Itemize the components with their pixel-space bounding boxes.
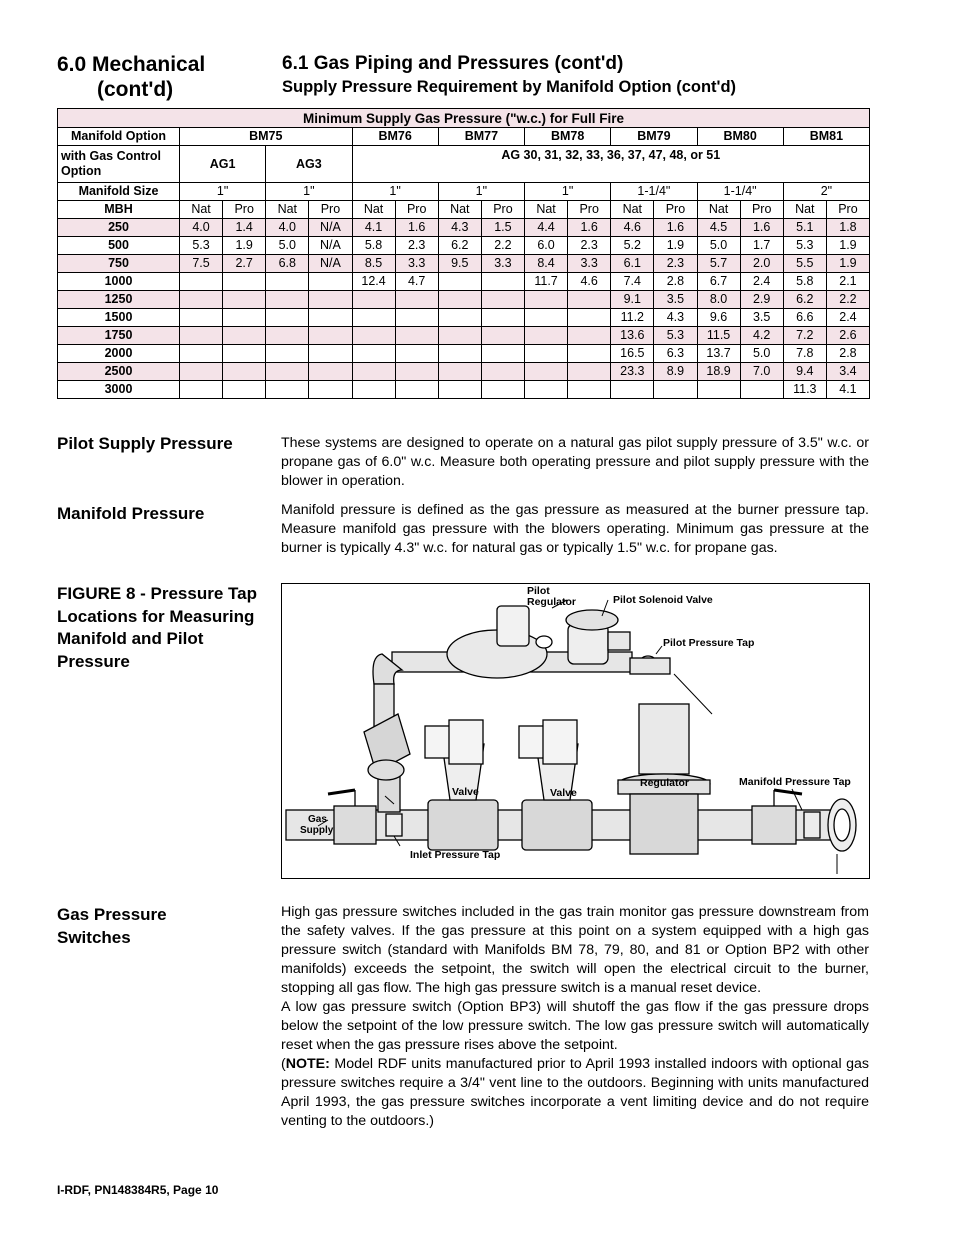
fuel-header: Pro	[309, 201, 352, 219]
size-cell: 1"	[352, 183, 438, 201]
pressure-cell: 5.3	[180, 237, 223, 255]
label-valve-2: Valve	[550, 787, 577, 799]
pressure-cell	[438, 363, 481, 381]
pressure-cell	[223, 345, 266, 363]
pressure-cell	[395, 381, 438, 399]
pressure-cell: 4.1	[826, 381, 869, 399]
pressure-cell	[481, 345, 524, 363]
fuel-header: Pro	[481, 201, 524, 219]
table-caption: Minimum Supply Gas Pressure ("w.c.) for Full Fire	[58, 109, 870, 128]
pressure-cell: 4.0	[180, 219, 223, 237]
manifold-pressure-text	[281, 501, 869, 558]
pressure-cell: 5.0	[266, 237, 309, 255]
pressure-cell	[395, 345, 438, 363]
subsection-title: 6.1 Gas Piping and Pressures (cont'd)	[282, 53, 624, 74]
pressure-cell: 2.6	[826, 327, 869, 345]
pressure-cell	[525, 363, 568, 381]
fuel-header-row	[58, 201, 870, 219]
pressure-cell	[525, 291, 568, 309]
pressure-cell	[438, 345, 481, 363]
pressure-cell	[525, 327, 568, 345]
pressure-cell	[266, 291, 309, 309]
pressure-cell: 23.3	[611, 363, 654, 381]
fuel-header: Nat	[525, 201, 568, 219]
figure-pressure-taps	[281, 583, 870, 879]
pressure-cell	[740, 381, 783, 399]
size-cell: 1-1/4"	[611, 183, 697, 201]
fuel-header: Nat	[352, 201, 395, 219]
fuel-header: Nat	[180, 201, 223, 219]
switches-note: (NOTE: Model RDF units manufactured prior to April 1993 installed indoors with optional gas pressure switches require a 3/4" vent line to the outdoors. Beginning with units manufactured April 1993, the gas pressure switches incorporate a vent limiting device and do not require venting to the outdoors.)	[281, 1056, 869, 1129]
size-cell: 1"	[180, 183, 266, 201]
pressure-cell: 18.9	[697, 363, 740, 381]
pressure-cell	[180, 273, 223, 291]
pressure-cell	[309, 273, 352, 291]
pressure-cell	[568, 291, 611, 309]
pilot-supply-paragraph: These systems are designed to operate on a natural gas pilot supply pressure of 3.5" w.c. or propane gas of 6.0" w.c. Measure both operating pressure and pilot supply pressure with the blower in operation.	[281, 435, 869, 489]
pressure-cell: 2.8	[654, 273, 697, 291]
pressure-cell	[568, 381, 611, 399]
pressure-cell: 4.6	[611, 219, 654, 237]
pressure-cell	[568, 327, 611, 345]
section-title-line2: (cont'd)	[97, 78, 174, 101]
pressure-cell	[309, 291, 352, 309]
pressure-cell: 3.5	[654, 291, 697, 309]
pressure-cell	[180, 309, 223, 327]
manifold-header: BM76	[352, 128, 438, 146]
pressure-cell	[568, 309, 611, 327]
pressure-cell: 11.5	[697, 327, 740, 345]
mbh-cell: 1750	[58, 327, 180, 345]
pressure-cell: 2.0	[740, 255, 783, 273]
fuel-header: Pro	[826, 201, 869, 219]
pressure-cell: 1.9	[223, 237, 266, 255]
label-pilot-solenoid-valve: Pilot Solenoid Valve	[613, 594, 713, 606]
label-pilot-pressure-tap: Pilot Pressure Tap	[663, 637, 755, 649]
pressure-cell	[223, 327, 266, 345]
pressure-cell	[266, 327, 309, 345]
pressure-cell: N/A	[309, 237, 352, 255]
pressure-cell: 3.3	[568, 255, 611, 273]
pressure-cell: 5.3	[654, 327, 697, 345]
pressure-cell: 1.6	[568, 219, 611, 237]
pressure-cell: 5.5	[783, 255, 826, 273]
mbh-cell: 500	[58, 237, 180, 255]
pressure-cell	[395, 363, 438, 381]
pressure-cell	[568, 363, 611, 381]
pressure-cell	[481, 273, 524, 291]
pilot-supply-text	[281, 434, 869, 491]
pressure-cell: 11.7	[525, 273, 568, 291]
pressure-cell: 5.1	[783, 219, 826, 237]
pressure-cell: 5.0	[740, 345, 783, 363]
gas-pressure-switches-text	[281, 903, 869, 1131]
table-row	[58, 219, 870, 237]
pressure-cell: 9.1	[611, 291, 654, 309]
pressure-cell: 7.8	[783, 345, 826, 363]
fuel-header: Nat	[697, 201, 740, 219]
fuel-header: Pro	[740, 201, 783, 219]
pressure-cell: 5.8	[783, 273, 826, 291]
pressure-cell: 12.4	[352, 273, 395, 291]
pilot-supply-heading: Pilot Supply Pressure	[57, 434, 233, 453]
pressure-cell: 4.0	[266, 219, 309, 237]
pressure-cell: 1.9	[654, 237, 697, 255]
manifold-row	[58, 128, 870, 146]
pressure-cell	[223, 291, 266, 309]
pressure-cell: 5.3	[783, 237, 826, 255]
subsection-subheading: Supply Pressure Requirement by Manifold Option (cont'd)	[282, 78, 737, 96]
pressure-cell	[309, 363, 352, 381]
pressure-cell	[352, 327, 395, 345]
pressure-cell: 4.2	[740, 327, 783, 345]
pressure-cell	[180, 363, 223, 381]
pressure-cell: 4.6	[568, 273, 611, 291]
pressure-cell: 4.7	[395, 273, 438, 291]
pressure-cell: 1.5	[481, 219, 524, 237]
mbh-label: MBH	[58, 201, 180, 219]
pressure-cell	[654, 381, 697, 399]
pressure-cell: 3.4	[826, 363, 869, 381]
pressure-cell: 2.3	[395, 237, 438, 255]
table-row	[58, 309, 870, 327]
table-row	[58, 273, 870, 291]
pressure-cell: 2.4	[740, 273, 783, 291]
fuel-header: Pro	[223, 201, 266, 219]
pressure-cell	[352, 309, 395, 327]
pressure-cell	[266, 273, 309, 291]
pressure-cell: 9.6	[697, 309, 740, 327]
table-row	[58, 381, 870, 399]
pressure-cell	[180, 291, 223, 309]
page-footer: I-RDF, PN148384R5, Page 10	[57, 1183, 219, 1197]
pressure-cell	[697, 381, 740, 399]
switches-paragraph-low: A low gas pressure switch (Option BP3) will shutoff the gas flow if the gas pressure drops below the setpoint of the low pressure switch. The low gas pressure switch will automatically reset when the gas pressure rises above the setpoint.	[281, 999, 869, 1053]
pressure-cell: 6.3	[654, 345, 697, 363]
fuel-header: Nat	[611, 201, 654, 219]
pressure-cell	[438, 273, 481, 291]
manifold-size-label: Manifold Size	[58, 183, 180, 201]
pressure-cell: 7.4	[611, 273, 654, 291]
pressure-cell	[266, 363, 309, 381]
pressure-cell	[309, 309, 352, 327]
pressure-cell	[395, 309, 438, 327]
pressure-cell: N/A	[309, 255, 352, 273]
manifold-header: BM80	[697, 128, 783, 146]
label-valve-1: Valve	[452, 786, 479, 798]
pressure-cell	[266, 345, 309, 363]
manifold-header: BM78	[525, 128, 611, 146]
mbh-cell: 3000	[58, 381, 180, 399]
pressure-cell	[395, 291, 438, 309]
gas-control-cell: AG 30, 31, 32, 33, 36, 37, 47, 48, or 51	[352, 146, 870, 183]
pressure-cell: 7.0	[740, 363, 783, 381]
pressure-cell	[309, 381, 352, 399]
table-row	[58, 363, 870, 381]
manifold-label: Manifold Option	[58, 128, 180, 146]
pressure-cell: 1.9	[826, 237, 869, 255]
label-pilot-regulator	[527, 586, 576, 608]
switches-paragraph-high: High gas pressure switches included in the gas train monitor gas pressure downstream from the safety valves. If the gas pressure at this point on a system equipped with a high gas pressure switch (standard with Manifolds BM 78, 79, 80, and 81 or Option BP2 with other manifolds) exceeds the setpoint, the switch will open the electrical circuit to the burner, stopping all gas flow. The high gas pressure switch is a manual reset device.	[281, 904, 869, 996]
pressure-cell: 2.4	[826, 309, 869, 327]
pressure-cell: 2.9	[740, 291, 783, 309]
pressure-cell: 2.7	[223, 255, 266, 273]
label-gas-supply	[300, 814, 333, 836]
pressure-cell: 13.6	[611, 327, 654, 345]
label-pilot-regulator-line2: Regulator	[527, 596, 577, 608]
pressure-cell: 6.6	[783, 309, 826, 327]
pressure-cell	[352, 291, 395, 309]
fuel-header: Nat	[266, 201, 309, 219]
gas-control-label: with Gas Control Option	[58, 146, 180, 183]
size-cell: 1"	[525, 183, 611, 201]
label-inlet-pressure-tap: Inlet Pressure Tap	[410, 849, 501, 861]
pressure-cell: 11.2	[611, 309, 654, 327]
size-cell: 1"	[438, 183, 524, 201]
table-row	[58, 237, 870, 255]
pressure-cell: 6.8	[266, 255, 309, 273]
pressure-cell	[309, 345, 352, 363]
pressure-cell: 3.3	[395, 255, 438, 273]
supply-pressure-table	[57, 108, 870, 399]
pressure-cell	[481, 309, 524, 327]
pressure-cell: 5.0	[697, 237, 740, 255]
manifold-header: BM77	[438, 128, 524, 146]
pressure-cell: 2.3	[568, 237, 611, 255]
pressure-cell: 8.0	[697, 291, 740, 309]
pressure-cell	[352, 381, 395, 399]
size-cell: 1-1/4"	[697, 183, 783, 201]
pressure-cell	[481, 381, 524, 399]
pressure-cell: 1.9	[826, 255, 869, 273]
label-manifold-pressure-tap: Manifold Pressure Tap	[739, 776, 851, 788]
fuel-header: Nat	[438, 201, 481, 219]
pressure-cell: 7.5	[180, 255, 223, 273]
pressure-cell	[223, 363, 266, 381]
pressure-cell: 4.3	[438, 219, 481, 237]
pressure-cell: 11.3	[783, 381, 826, 399]
pressure-cell: 1.6	[740, 219, 783, 237]
manifold-header: BM75	[180, 128, 353, 146]
table-row	[58, 327, 870, 345]
gas-train-diagram	[282, 584, 869, 878]
size-cell: 1"	[266, 183, 352, 201]
pressure-cell: 2.2	[826, 291, 869, 309]
pressure-cell	[525, 345, 568, 363]
pressure-cell: 2.1	[826, 273, 869, 291]
manifold-header: BM79	[611, 128, 697, 146]
pressure-cell: 8.4	[525, 255, 568, 273]
label-gas-supply-line1: Gas	[308, 814, 327, 825]
pressure-cell: 6.0	[525, 237, 568, 255]
pressure-cell: 1.7	[740, 237, 783, 255]
pressure-cell	[481, 363, 524, 381]
pressure-cell: 7.2	[783, 327, 826, 345]
pressure-cell: 1.6	[654, 219, 697, 237]
pressure-cell	[481, 327, 524, 345]
pressure-cell	[481, 291, 524, 309]
manifold-pressure-heading: Manifold Pressure	[57, 504, 205, 523]
table-row	[58, 345, 870, 363]
pressure-cell: 2.3	[654, 255, 697, 273]
pressure-cell	[525, 309, 568, 327]
gas-control-cell: AG3	[266, 146, 352, 183]
pressure-cell	[180, 345, 223, 363]
pressure-cell: 16.5	[611, 345, 654, 363]
pressure-cell: 6.7	[697, 273, 740, 291]
pressure-cell	[611, 381, 654, 399]
mbh-cell: 250	[58, 219, 180, 237]
section-title	[57, 52, 272, 102]
pressure-cell: 1.4	[223, 219, 266, 237]
manifold-header: BM81	[783, 128, 869, 146]
mbh-cell: 2500	[58, 363, 180, 381]
pressure-cell: 5.7	[697, 255, 740, 273]
fuel-header: Pro	[395, 201, 438, 219]
pressure-cell	[438, 381, 481, 399]
pressure-cell	[438, 291, 481, 309]
pressure-cell: 4.4	[525, 219, 568, 237]
pressure-cell	[438, 309, 481, 327]
pressure-cell	[180, 327, 223, 345]
pressure-cell	[352, 363, 395, 381]
label-pilot-regulator-line1: Pilot	[527, 585, 550, 597]
pressure-cell: 9.5	[438, 255, 481, 273]
fuel-header: Pro	[654, 201, 697, 219]
fuel-header: Nat	[783, 201, 826, 219]
pressure-cell: 3.5	[740, 309, 783, 327]
pressure-cell: 4.1	[352, 219, 395, 237]
gas-control-row	[58, 146, 870, 183]
pressure-cell	[266, 309, 309, 327]
pressure-cell: 9.4	[783, 363, 826, 381]
section-title-line1: 6.0 Mechanical	[57, 53, 206, 76]
label-regulator: Regulator	[640, 777, 690, 789]
mbh-cell: 1250	[58, 291, 180, 309]
gas-control-cell: AG1	[180, 146, 266, 183]
pressure-cell: 4.3	[654, 309, 697, 327]
pressure-cell: N/A	[309, 219, 352, 237]
gas-pressure-switches-heading: Gas Pressure Switches	[57, 905, 167, 947]
pressure-cell	[395, 327, 438, 345]
pressure-cell: 1.8	[826, 219, 869, 237]
pressure-cell: 5.2	[611, 237, 654, 255]
pressure-cell	[223, 309, 266, 327]
table-row	[58, 291, 870, 309]
pressure-cell: 2.8	[826, 345, 869, 363]
note-label: NOTE:	[285, 1056, 330, 1072]
pressure-cell	[266, 381, 309, 399]
pressure-cell	[438, 327, 481, 345]
figure-caption: FIGURE 8 - Pressure Tap Locations for Measuring Manifold and Pilot Pressure	[57, 584, 257, 671]
pressure-cell: 4.5	[697, 219, 740, 237]
fuel-header: Pro	[568, 201, 611, 219]
pressure-cell: 3.3	[481, 255, 524, 273]
table-caption-row	[58, 109, 870, 128]
mbh-cell: 1500	[58, 309, 180, 327]
pressure-cell	[525, 381, 568, 399]
pressure-cell	[223, 273, 266, 291]
pressure-cell: 1.6	[395, 219, 438, 237]
manifold-pressure-paragraph: Manifold pressure is defined as the gas pressure as measured at the burner pressure tap. Measure manifold gas pressure with the blowers operating. Minimum gas pressure at the burner is typically 4.3" w.c. for natural gas or typically 1.5" w.c. for propane gas.	[281, 502, 869, 556]
pressure-cell: 6.1	[611, 255, 654, 273]
pressure-cell: 2.2	[481, 237, 524, 255]
size-cell: 2"	[783, 183, 869, 201]
pressure-cell	[180, 381, 223, 399]
pressure-cell: 13.7	[697, 345, 740, 363]
note-text: Model RDF units manufactured prior to April 1993 installed indoors with optional gas pressure switches require a 3/4" vent line to the outdoors. Beginning with units manufactured April 1993, the gas pressure switches incorporate a vent limiting device and do not require venting to the outdoors.)	[281, 1056, 869, 1129]
pressure-cell	[309, 327, 352, 345]
table-row	[58, 255, 870, 273]
mbh-cell: 1000	[58, 273, 180, 291]
pressure-cell	[352, 345, 395, 363]
pressure-cell	[568, 345, 611, 363]
pressure-cell: 8.9	[654, 363, 697, 381]
mbh-cell: 750	[58, 255, 180, 273]
mbh-cell: 2000	[58, 345, 180, 363]
pressure-cell	[223, 381, 266, 399]
pressure-cell: 6.2	[783, 291, 826, 309]
manifold-size-row	[58, 183, 870, 201]
pressure-cell: 5.8	[352, 237, 395, 255]
pressure-cell: 8.5	[352, 255, 395, 273]
label-gas-supply-line2: Supply	[300, 825, 334, 836]
pressure-cell: 6.2	[438, 237, 481, 255]
